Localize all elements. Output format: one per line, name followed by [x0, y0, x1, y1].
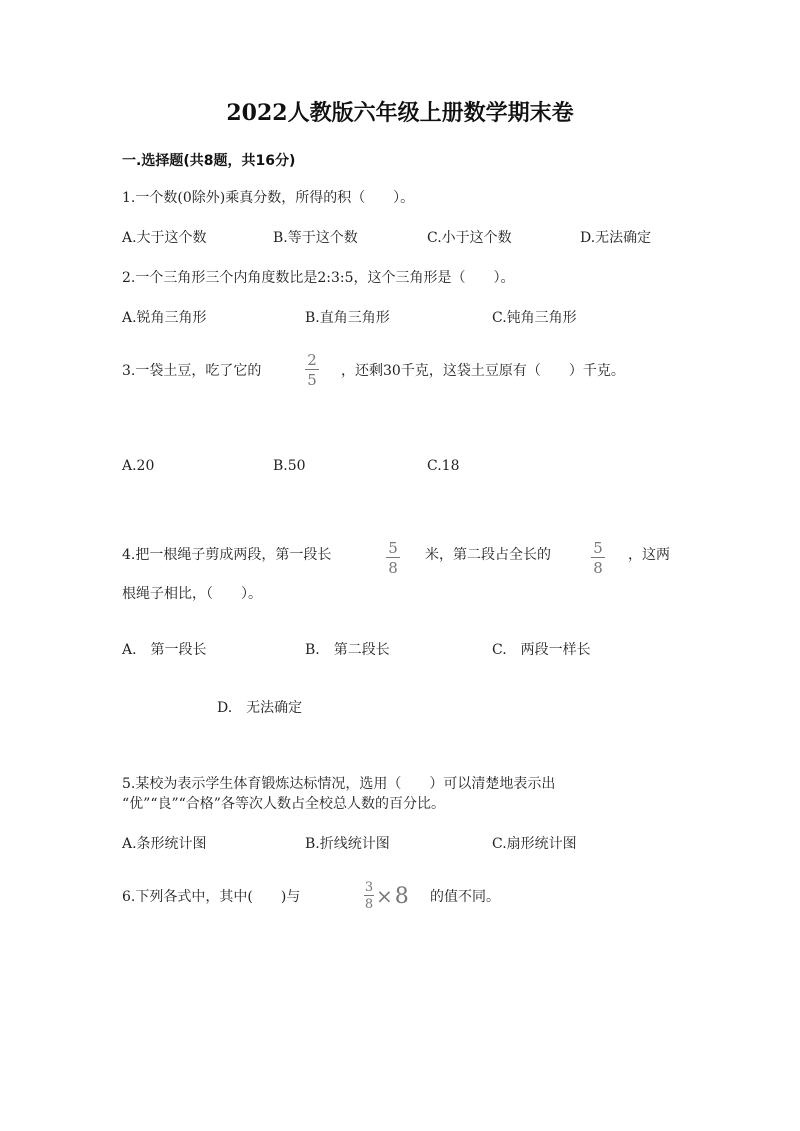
fraction-denominator: 5 [307, 371, 317, 389]
question-4-text-part3: ，这两 [628, 547, 670, 563]
question-3-text-after: ，还剩30千克，这袋土豆原有（ ）千克。 [341, 363, 625, 379]
fraction-bar [386, 557, 400, 558]
question-3-option-a: A.20 [122, 458, 155, 474]
question-3-option-b: B.50 [273, 458, 306, 474]
question-4-text-part2: 米，第二段占全长的 [425, 547, 551, 563]
question-2-option-b: B.直角三角形 [305, 310, 390, 326]
question-4-fraction-1 [386, 540, 400, 576]
question-3-text-before: 3.一袋土豆，吃了它的 [122, 363, 262, 379]
question-6-expression [364, 881, 409, 911]
fraction-denominator: 8 [388, 559, 398, 577]
section-heading: 一.选择题(共8题，共16分) [122, 153, 296, 169]
question-5-option-a: A.条形统计图 [122, 836, 207, 852]
expression-fraction [364, 881, 374, 911]
page-title: 2022人教版六年级上册数学期末卷 [226, 100, 574, 126]
question-4-text-part1: 4.把一根绳子剪成两段，第一段长 [122, 547, 332, 563]
question-3-fraction [305, 352, 319, 388]
question-4-fraction-2 [591, 540, 605, 576]
fraction-denominator: 8 [364, 897, 374, 912]
question-2-text: 2.一个三角形三个内角度数比是2:3:5，这个三角形是（ ）。 [122, 270, 515, 286]
question-6-text-before: 6.下列各式中，其中( )与 [122, 889, 301, 905]
question-4-option-a: A. 第一段长 [122, 642, 207, 658]
question-1-option-a: A.大于这个数 [122, 230, 207, 246]
question-1-option-c: C.小于这个数 [427, 230, 512, 246]
question-5-text-line2: “优”“良”“合格”各等次人数占全校总人数的百分比。 [122, 796, 445, 812]
question-6-text-after: 的值不同。 [430, 889, 500, 905]
fraction-bar [591, 557, 605, 558]
question-5-option-c: C.扇形统计图 [492, 836, 577, 852]
question-5-text-line1: 5.某校为表示学生体育锻炼达标情况，选用（ ）可以清楚地表示出 [122, 776, 556, 792]
fraction-numerator: 3 [364, 880, 374, 895]
fraction-bar [364, 895, 374, 896]
question-4-option-c: C. 两段一样长 [492, 642, 591, 658]
question-5-option-b: B.折线统计图 [305, 836, 390, 852]
multiply-sign: × [376, 884, 393, 908]
fraction-numerator: 5 [593, 539, 603, 557]
question-2-option-a: A.锐角三角形 [122, 310, 207, 326]
fraction-numerator: 2 [307, 351, 317, 369]
question-3-option-c: C.18 [427, 458, 460, 474]
question-1-text: 1.一个数(0除外)乘真分数，所得的积（ ）。 [122, 190, 415, 206]
question-2-option-c: C.钝角三角形 [492, 310, 577, 326]
expression-factor: 8 [394, 883, 409, 909]
fraction-bar [305, 369, 319, 370]
question-4-option-d: D. 无法确定 [217, 700, 303, 716]
question-4-text-line2: 根绳子相比，（ ）。 [122, 586, 262, 602]
question-4-option-b: B. 第二段长 [305, 642, 390, 658]
question-1-option-b: B.等于这个数 [273, 230, 358, 246]
fraction-denominator: 8 [593, 559, 603, 577]
question-1-option-d: D.无法确定 [580, 230, 652, 246]
fraction-numerator: 5 [388, 539, 398, 557]
